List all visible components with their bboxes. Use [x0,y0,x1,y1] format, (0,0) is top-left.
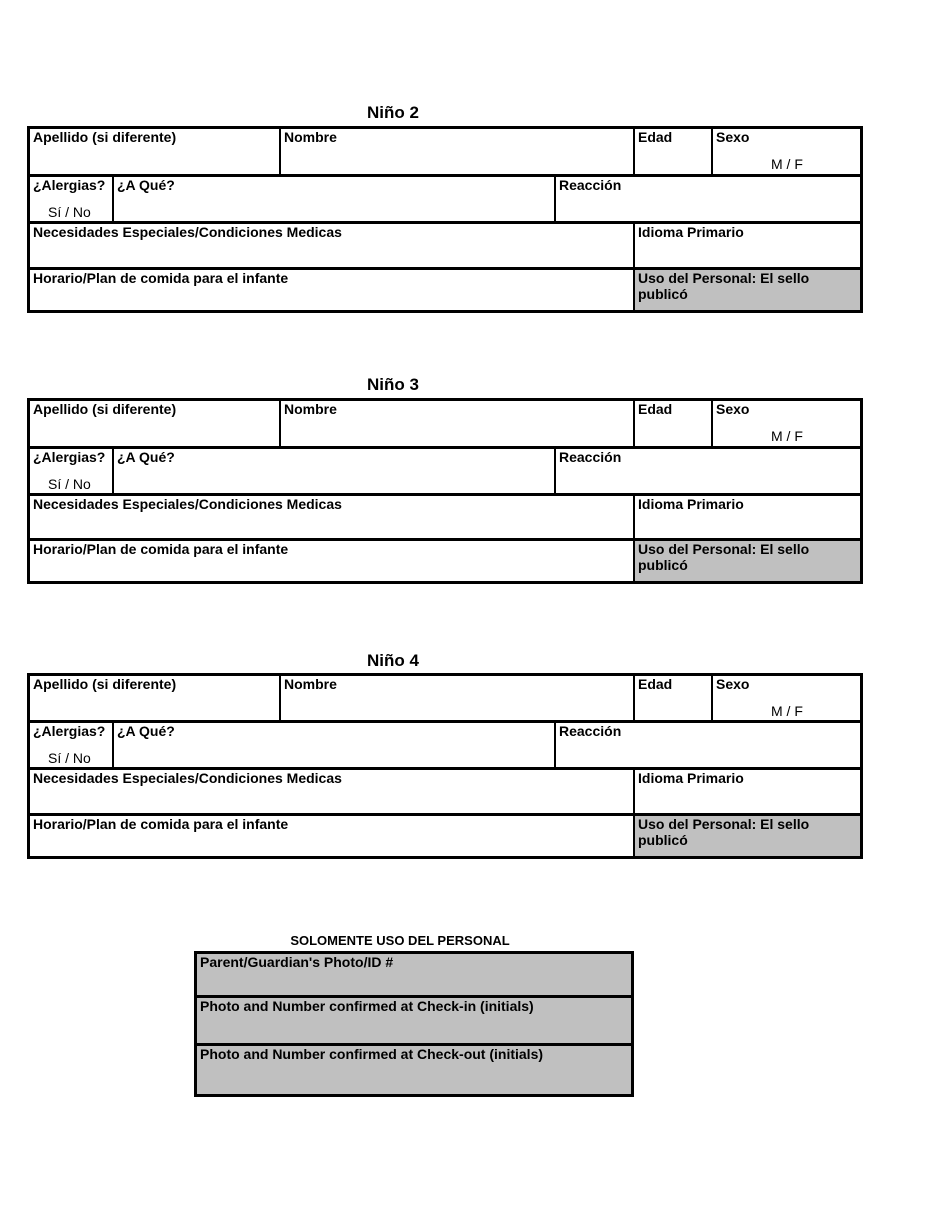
special-needs-field[interactable] [30,496,633,539]
first-name-label: Nombre [284,129,337,145]
child-2-title: Niño 2 [367,103,419,122]
checkout-initials-field[interactable] [197,1046,631,1094]
special-needs-label: Necesidades Especiales/Condiciones Medicas [33,496,342,512]
child-3-form [27,398,863,584]
first-name-label: Nombre [284,401,337,417]
age-label: Edad [638,129,673,145]
allergy-options[interactable]: Sí / No [48,750,91,766]
reaction-label: Reacción [559,723,622,739]
primary-language-field[interactable] [635,224,860,267]
primary-language-field[interactable] [635,496,860,539]
to-what-label: ¿A Qué? [117,449,175,465]
age-label: Edad [638,401,673,417]
staff-stamp-label: Uso del Personal: El sello publicó [638,270,810,302]
age-label: Edad [638,676,673,692]
allergy-to-what-field[interactable] [114,723,554,767]
checkout-initials-label: Photo and Number confirmed at Check-out (initials) [200,1046,544,1062]
special-needs-label: Necesidades Especiales/Condiciones Medicas [33,224,342,240]
child-4-form [27,673,863,859]
reaction-field[interactable] [556,723,860,767]
meal-plan-field[interactable] [30,270,633,310]
sex-label: Sexo [716,676,750,692]
sex-field[interactable] [713,401,860,447]
first-name-field[interactable] [281,401,633,447]
child-4-title: Niño 4 [367,651,419,670]
allergies-field[interactable] [30,723,112,767]
special-needs-field[interactable] [30,770,633,813]
staff-stamp-field [635,816,860,856]
allergies-label: ¿Alergias? [33,177,106,193]
sex-options[interactable]: M / F [771,156,803,172]
checkin-initials-label: Photo and Number confirmed at Check-in (initials) [200,998,534,1014]
reaction-field[interactable] [556,177,860,221]
special-needs-field[interactable] [30,224,633,267]
last-name-field[interactable] [30,676,279,722]
child-3-title: Niño 3 [367,375,419,394]
sex-options[interactable]: M / F [771,703,803,719]
allergies-field[interactable] [30,177,112,221]
allergies-field[interactable] [30,449,112,493]
primary-language-field[interactable] [635,770,860,813]
meal-plan-label: Horario/Plan de comida para el infante [33,816,289,832]
first-name-field[interactable] [281,676,633,722]
to-what-label: ¿A Qué? [117,723,175,739]
age-field[interactable] [635,401,711,447]
primary-language-label: Idioma Primario [638,770,744,786]
meal-plan-label: Horario/Plan de comida para el infante [33,541,289,557]
meal-plan-field[interactable] [30,541,633,581]
last-name-field[interactable] [30,401,279,447]
age-field[interactable] [635,129,711,175]
allergy-to-what-field[interactable] [114,177,554,221]
reaction-label: Reacción [559,449,622,465]
primary-language-label: Idioma Primario [638,224,744,240]
reaction-label: Reacción [559,177,622,193]
staff-only-title: SOLOMENTE USO DEL PERSONAL [290,933,510,948]
age-field[interactable] [635,676,711,722]
allergies-label: ¿Alergias? [33,449,106,465]
staff-stamp-field [635,270,860,310]
staff-stamp-label: Uso del Personal: El sello publicó [638,541,810,573]
first-name-field[interactable] [281,129,633,175]
primary-language-label: Idioma Primario [638,496,744,512]
child-2-form [27,126,863,313]
sex-label: Sexo [716,401,750,417]
allergy-options[interactable]: Sí / No [48,204,91,220]
photo-id-field[interactable] [197,954,631,995]
last-name-label: Apellido (si diferente) [33,676,177,692]
staff-only-table [194,951,634,1097]
photo-id-label: Parent/Guardian's Photo/ID # [200,954,394,970]
to-what-label: ¿A Qué? [117,177,175,193]
sex-options[interactable]: M / F [771,428,803,444]
sex-label: Sexo [716,129,750,145]
meal-plan-label: Horario/Plan de comida para el infante [33,270,289,286]
last-name-label: Apellido (si diferente) [33,401,177,417]
special-needs-label: Necesidades Especiales/Condiciones Medicas [33,770,342,786]
sex-field[interactable] [713,129,860,175]
staff-stamp-label: Uso del Personal: El sello publicó [638,816,810,848]
last-name-label: Apellido (si diferente) [33,129,177,145]
allergy-to-what-field[interactable] [114,449,554,493]
last-name-field[interactable] [30,129,279,175]
allergy-options[interactable]: Sí / No [48,476,91,492]
meal-plan-field[interactable] [30,816,633,856]
sex-field[interactable] [713,676,860,722]
allergies-label: ¿Alergias? [33,723,106,739]
checkin-initials-field[interactable] [197,998,631,1043]
reaction-field[interactable] [556,449,860,493]
staff-stamp-field [635,541,860,581]
first-name-label: Nombre [284,676,337,692]
